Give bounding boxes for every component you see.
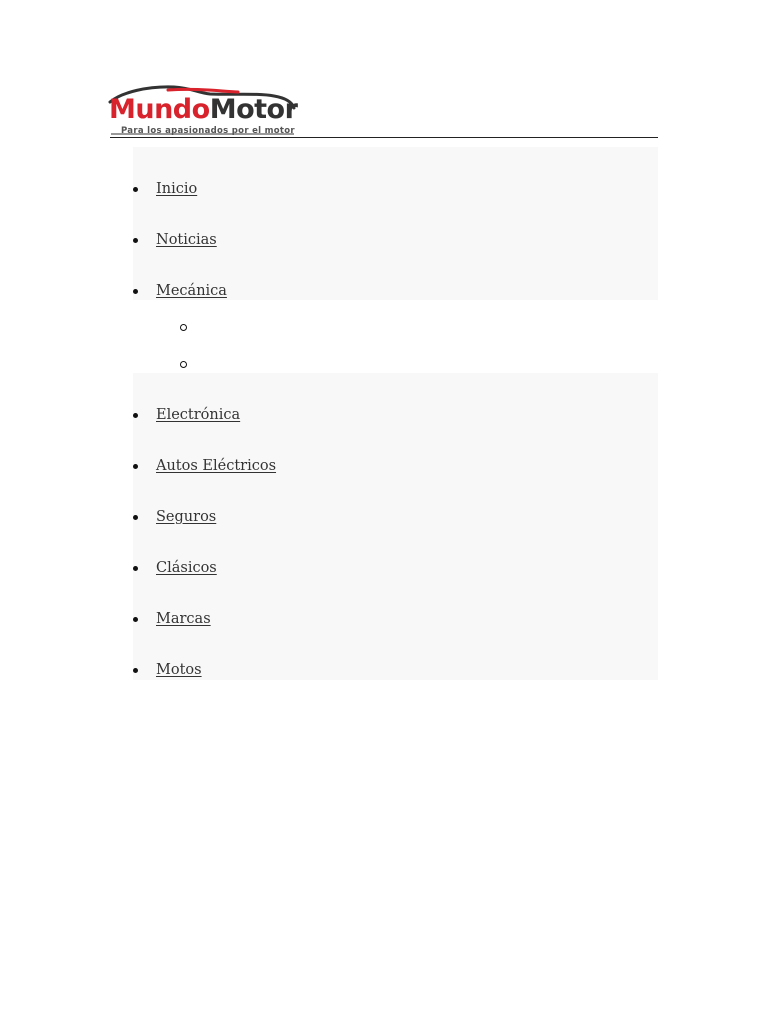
hollow-bullet-icon <box>180 361 187 368</box>
bullet-icon <box>133 515 138 520</box>
nav-link-seguros[interactable]: Seguros <box>156 509 217 525</box>
nav-link-noticias[interactable]: Noticias <box>156 232 217 248</box>
bullet-icon <box>133 464 138 469</box>
submenu-item[interactable] <box>180 324 188 332</box>
bullet-icon <box>133 187 138 192</box>
bullet-icon <box>133 617 138 622</box>
submenu-item[interactable] <box>180 361 188 369</box>
logo-name-mundo: Mundo <box>109 94 210 125</box>
site-logo[interactable] <box>108 82 296 140</box>
bullet-icon <box>133 668 138 673</box>
bullet-icon <box>133 238 138 243</box>
bullet-icon <box>133 289 138 294</box>
nav-link-mecanica[interactable]: Mecánica <box>156 283 227 299</box>
nav-link-marcas[interactable]: Marcas <box>156 611 211 627</box>
nav-link-motos[interactable]: Motos <box>156 662 202 678</box>
bullet-icon <box>133 413 138 418</box>
logo-tagline: Para los apasionados por el motor <box>121 126 295 136</box>
bullet-icon <box>133 566 138 571</box>
nav-link-electronica[interactable]: Electrónica <box>156 407 241 423</box>
nav-link-inicio[interactable]: Inicio <box>156 181 198 197</box>
header-divider <box>110 137 658 138</box>
nav-link-autos-electricos[interactable]: Autos Eléctricos <box>156 458 277 474</box>
nav-link-clasicos[interactable]: Clásicos <box>156 560 217 576</box>
menu-panel-top <box>133 147 658 300</box>
logo-name-motor: Motor <box>209 94 298 125</box>
hollow-bullet-icon <box>180 324 187 331</box>
logo-wordmark <box>109 95 297 125</box>
